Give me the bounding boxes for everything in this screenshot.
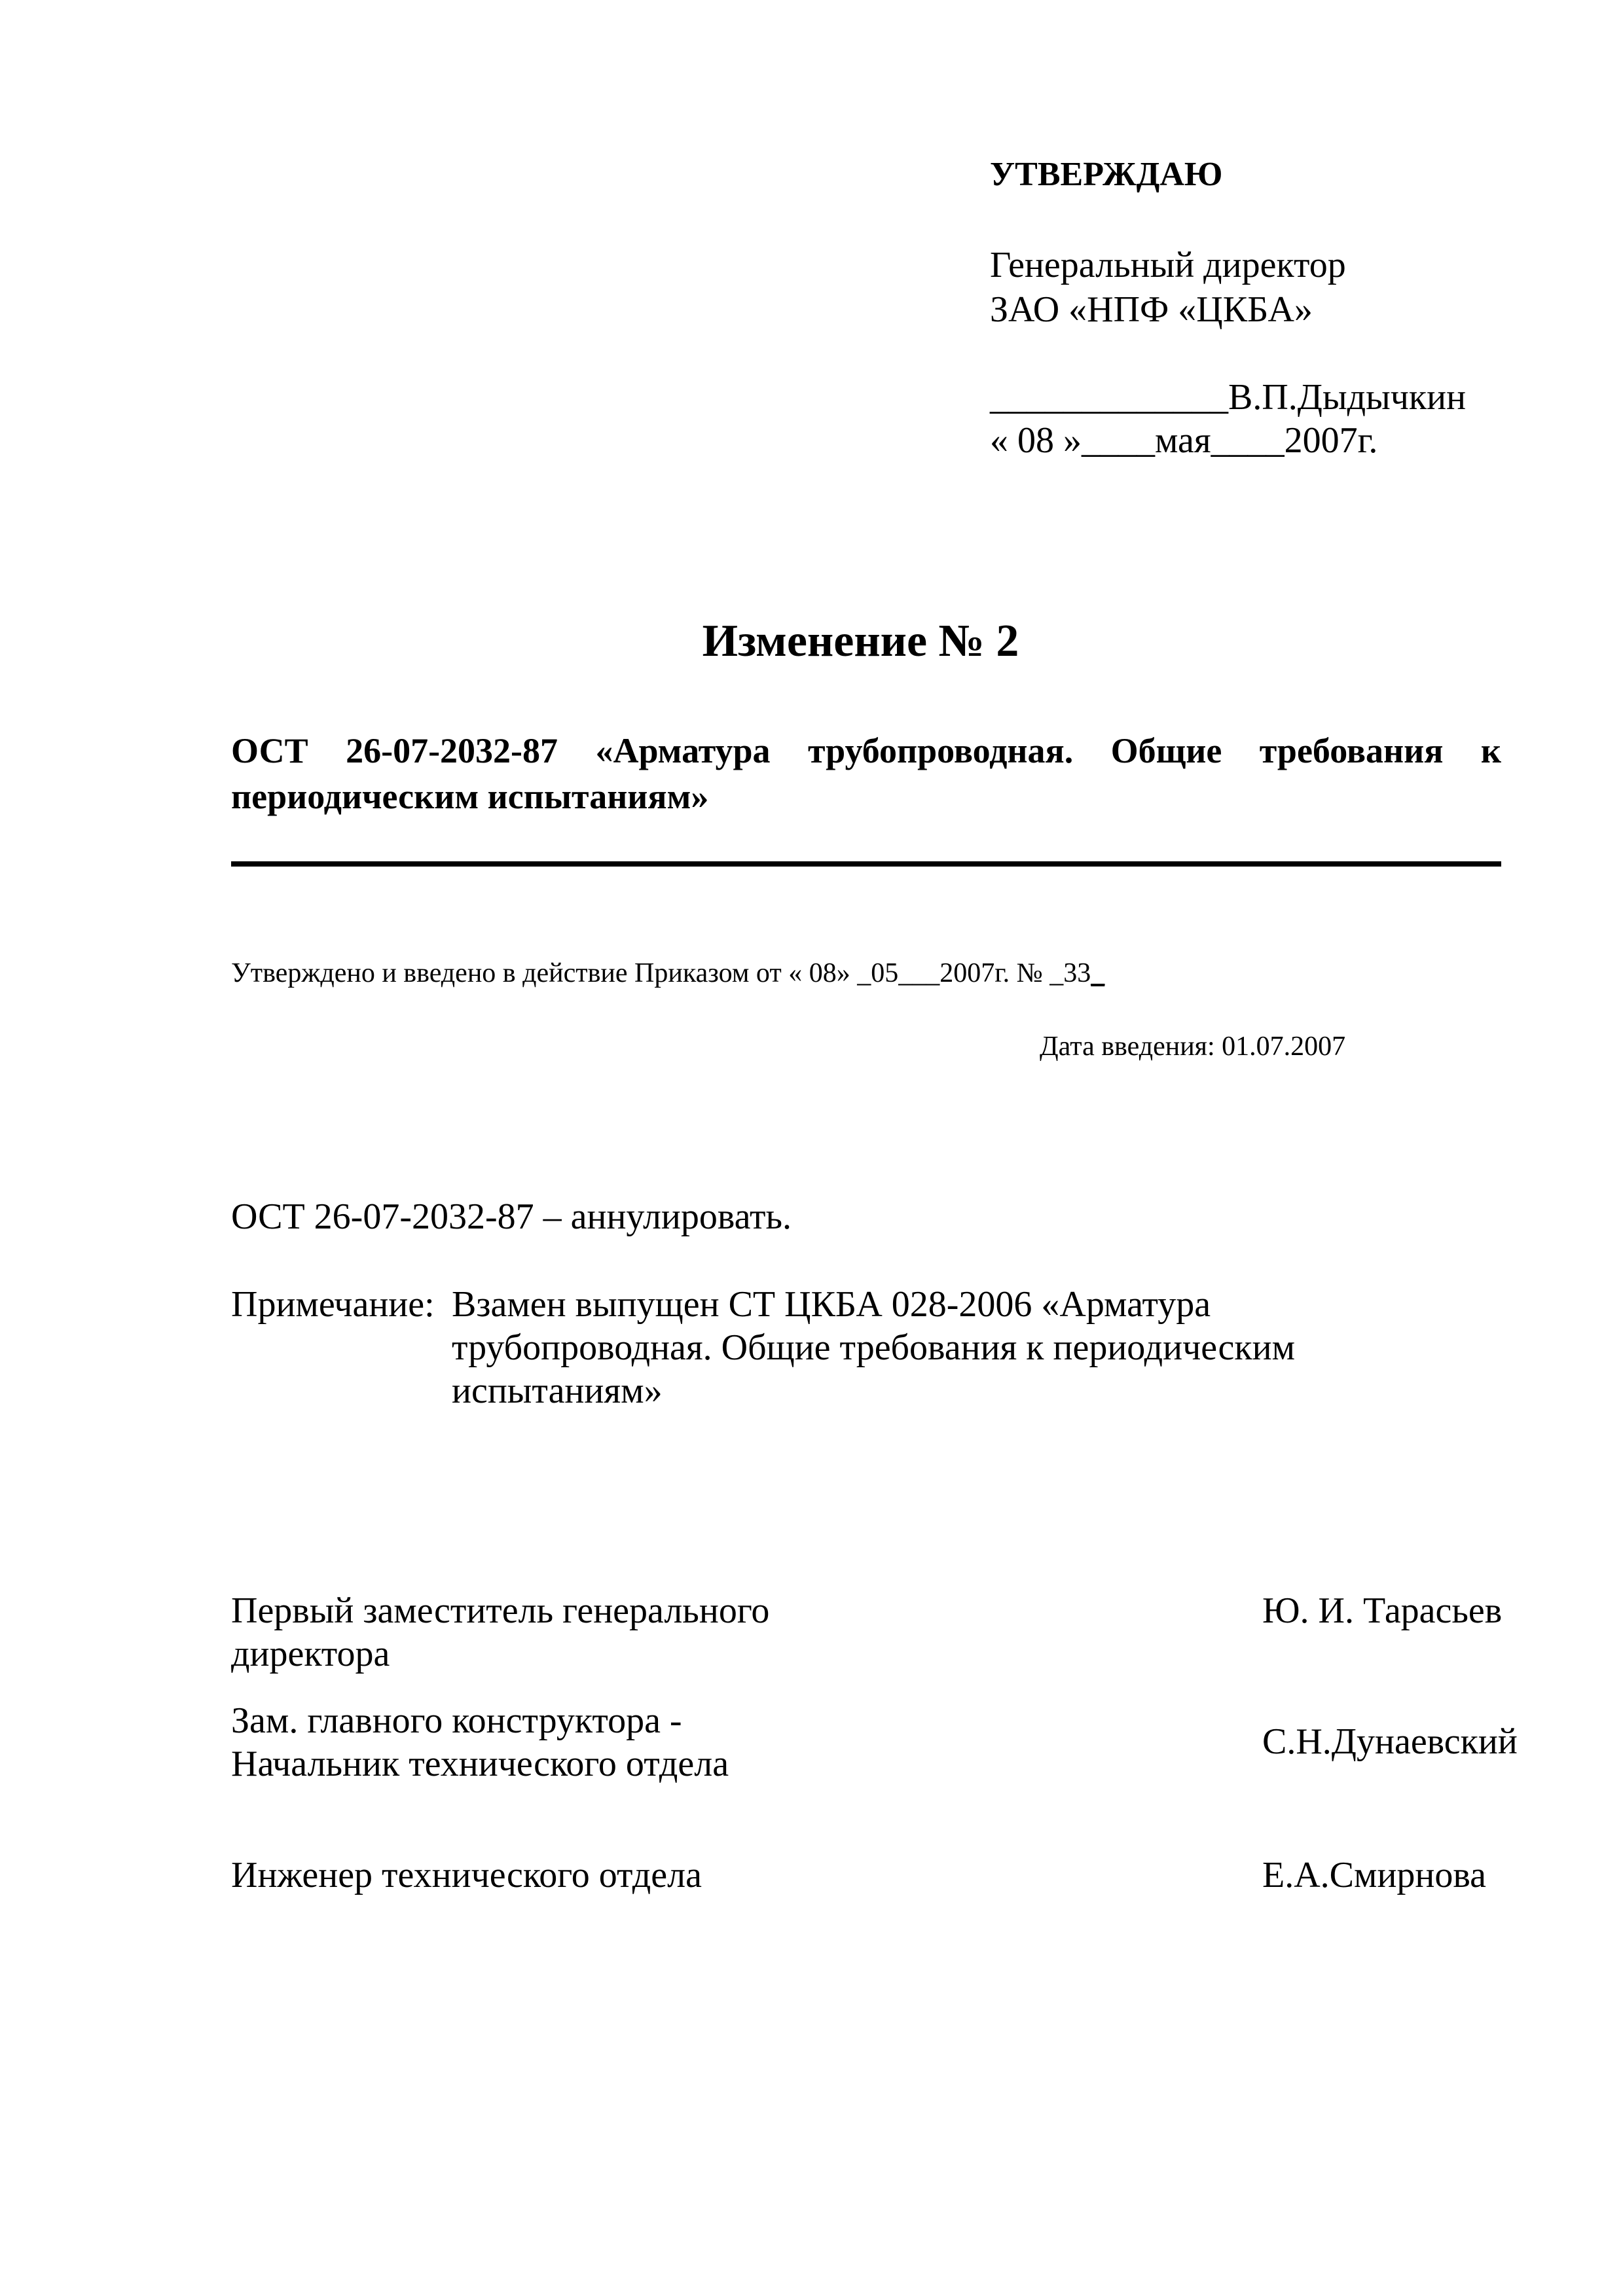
horizontal-rule [231,861,1501,867]
annulment-statement: ОСТ 26-07-2032-87 – аннулировать. [231,1196,792,1237]
order-text: Утверждено и введено в действие Приказом от « 08» _05___2007г. № _33 [231,958,1091,988]
date-month: мая [1155,420,1211,461]
signature-role-1-line2: директора [231,1634,390,1674]
date-blank-2: ____ [1211,420,1285,461]
signature-name-2: С.Н.Дунаевский [1262,1721,1518,1762]
note-line1: Взамен выпущен СТ ЦКБА 028-2006 «Арматура [452,1284,1211,1325]
date-blank-1: ____ [1082,420,1155,461]
document-title: Изменение № 2 [702,616,1019,666]
signature-role-2-line1: Зам. главного конструктора - [231,1700,682,1741]
date-year: 2007г. [1284,420,1378,461]
signature-name-1: Ю. И. Тарасьев [1262,1590,1503,1631]
signature-role-1-line1: Первый заместитель генерального [231,1590,770,1631]
signature-name-3: Е.А.Смирнова [1262,1855,1486,1895]
document-subtitle-line2: периодическим испытаниям» [231,777,709,816]
order-line-end: _ [1091,958,1105,988]
approval-position-line2: ЗАО «НПФ «ЦКБА» [990,289,1313,330]
approval-position-line1: Генеральный директор [990,245,1346,285]
effective-date: Дата введения: 01.07.2007 [1040,1031,1346,1062]
signature-role-3-line1: Инженер технического отдела [231,1855,702,1895]
signature-blank: _____________ [990,377,1228,418]
order-line [231,957,1104,990]
approval-signature-line [990,376,1466,419]
approval-title: УТВЕРЖДАЮ [990,156,1223,193]
note-line2: трубопроводная. Общие требования к периодическим [452,1327,1296,1368]
approval-date [990,419,1377,462]
document-subtitle-line1: ОСТ 26-07-2032-87 «Арматура трубопроводная. Общие требования к [231,731,1501,770]
note-label: Примечание: [231,1284,435,1325]
note-line3: испытаниям» [452,1371,663,1411]
signature-role-2-line2: Начальник технического отдела [231,1744,729,1784]
date-day: « 08 » [990,420,1082,461]
approval-signer: В.П.Дыдычкин [1228,377,1467,418]
